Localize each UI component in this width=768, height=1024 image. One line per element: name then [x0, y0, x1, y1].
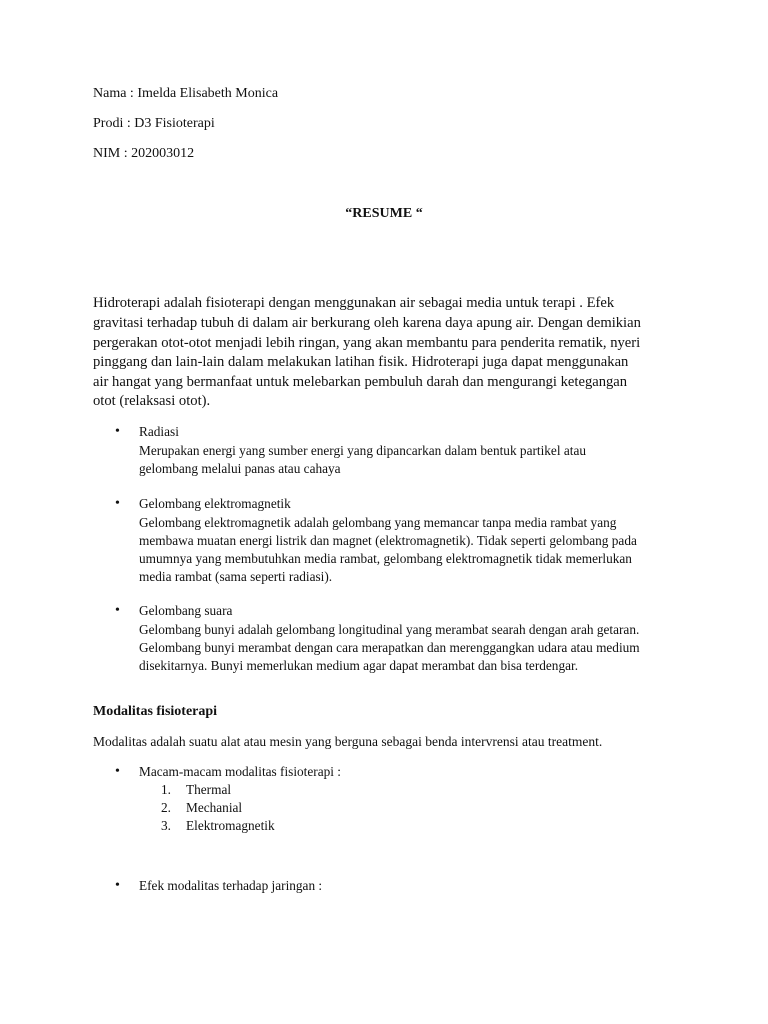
bullet-icon: •: [115, 496, 120, 511]
bullet-body-line: umumnya yang membutuhkan media rambat, gelombang elektromagnetik tidak memerlukan: [139, 551, 632, 566]
bullet-body-line: gelombang melalui panas atau cahaya: [139, 461, 341, 476]
modalitas-definition: Modalitas adalah suatu alat atau mesin yang berguna sebagai benda intervrensi atau treatment.: [93, 734, 603, 749]
study-program: Prodi : D3 Fisioterapi: [93, 116, 215, 131]
intro-line: Hidroterapi adalah fisioterapi dengan menggunakan air sebagai media untuk terapi . Efek: [93, 295, 615, 311]
bullet-icon: •: [115, 878, 120, 893]
bullet-icon: •: [115, 764, 120, 779]
section-heading-modalitas: Modalitas fisioterapi: [93, 704, 218, 719]
intro-line: pergerakan otot-otot menjadi lebih ringan, yang akan membantu para penderita rematik, nyeri: [93, 335, 641, 351]
bullet-body-line: Gelombang elektromagnetik adalah gelombang yang memancar tanpa media rambat yang: [139, 515, 617, 530]
bullet-body-line: media rambat (sama seperti radiasi).: [139, 569, 333, 584]
student-name: Nama : Imelda Elisabeth Monica: [93, 86, 279, 101]
bullet-body-line: Merupakan energi yang sumber energi yang dipancarkan dalam bentuk partikel atau: [139, 443, 587, 458]
list-number: 3.: [161, 818, 171, 833]
list-item-thermal: Thermal: [186, 782, 232, 797]
bullet-body-line: Gelombang bunyi adalah gelombang longitudinal yang merambat searah dengan arah getaran.: [139, 622, 640, 637]
efek-modalitas-label: Efek modalitas terhadap jaringan :: [139, 878, 323, 893]
page-title: “RESUME “: [345, 206, 423, 221]
bullet-icon: •: [115, 424, 120, 439]
bullet-title-radiasi: Radiasi: [139, 424, 179, 439]
list-item-elektromagnetik: Elektromagnetik: [186, 818, 275, 833]
intro-line: air hangat yang bermanfaat untuk melebarkan pembuluh darah dan mengurangi ketegangan: [93, 374, 628, 390]
bullet-body-line: disekitarnya. Bunyi memerlukan medium agar dapat merambat dan bisa terdengar.: [139, 658, 579, 673]
list-number: 1.: [161, 782, 171, 797]
bullet-title-suara: Gelombang suara: [139, 603, 233, 618]
intro-line: gravitasi terhadap tubuh di dalam air berkurang oleh karena daya apung air. Dengan demikian: [93, 315, 641, 331]
bullet-icon: •: [115, 603, 120, 618]
list-item-mechanial: Mechanial: [186, 800, 243, 815]
bullet-title-elektromagnetik: Gelombang elektromagnetik: [139, 496, 291, 511]
list-number: 2.: [161, 800, 171, 815]
student-id: NIM : 202003012: [93, 146, 195, 161]
intro-line: otot (relaksasi otot).: [93, 393, 211, 409]
bullet-body-line: membawa muatan energi listrik dan magnet (elektromagnetik). Tidak seperti gelombang pada: [139, 533, 637, 548]
macam-modalitas-label: Macam-macam modalitas fisioterapi :: [139, 764, 341, 779]
intro-line: pinggang dan lain-lain dalam melakukan latihan fisik. Hidroterapi juga dapat menggunakan: [93, 354, 629, 370]
bullet-body-line: Gelombang bunyi merambat dengan cara merapatkan dan merenggangkan udara atau medium: [139, 640, 640, 655]
